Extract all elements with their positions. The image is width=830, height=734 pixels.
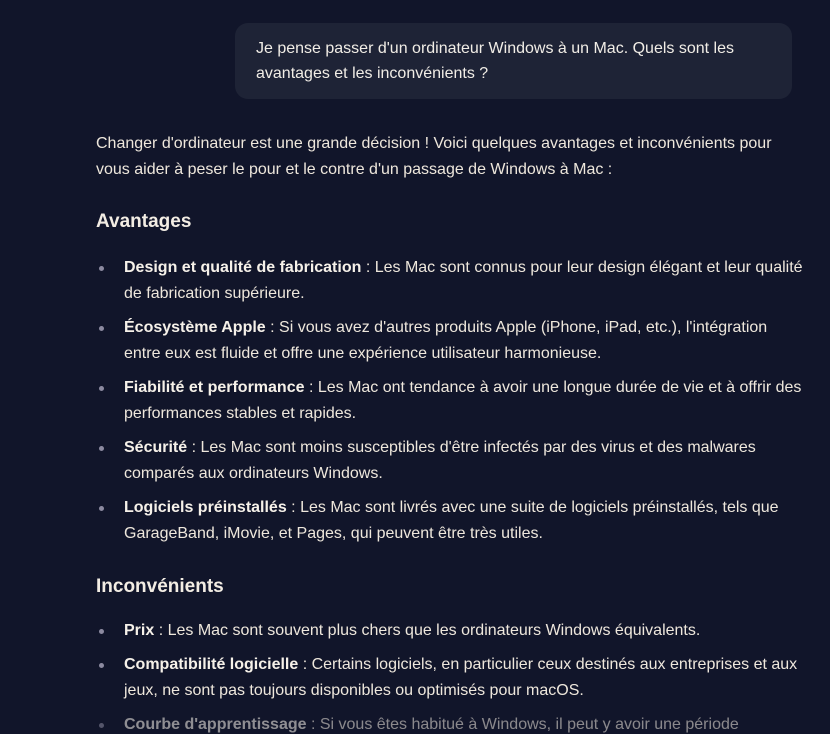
- bullet-icon: [99, 723, 104, 728]
- item-text: : Si vous avez d'autres produits Apple (iPhone, iPad, etc.), l'intégration entre eux est fluide et offre une expérience utilisateur harmonieuse.: [124, 319, 768, 362]
- list-item: [96, 315, 806, 367]
- item-text: : Les Mac ont tendance à avoir une longue durée de vie et à offrir des performances stables et rapides.: [124, 379, 802, 422]
- list-item: [96, 255, 806, 307]
- item-text: : Certains logiciels, en particulier ceux destinés aux entreprises et aux jeux, ne sont pas toujours disponibles ou optimisés pour macOS.: [124, 656, 798, 699]
- item-title: Fiabilité et performance: [124, 379, 305, 396]
- bullet-icon: [99, 386, 104, 391]
- advantages-heading: Avantages: [96, 211, 192, 232]
- bullet-icon: [99, 506, 104, 511]
- item-text: : Si vous êtes habitué à Windows, il peut y avoir une période: [306, 716, 739, 733]
- item-title: Écosystème Apple: [124, 319, 266, 336]
- item-title: Sécurité: [124, 439, 188, 456]
- item-text: : Les Mac sont moins susceptibles d'être infectés par des virus et des malwares comparés aux ordinateurs Windows.: [124, 439, 756, 482]
- item-title: Courbe d'apprentissage: [124, 716, 307, 733]
- user-message-bubble: [235, 23, 792, 99]
- bullet-icon: [99, 266, 104, 271]
- advantages-list: [96, 255, 806, 547]
- item-title: Design et qualité de fabrication: [124, 259, 362, 276]
- list-item: [96, 375, 806, 427]
- list-item: [96, 618, 806, 644]
- bullet-icon: [99, 326, 104, 331]
- bullet-icon: [99, 663, 104, 668]
- disadvantages-list: [96, 618, 806, 734]
- item-title: Compatibilité logicielle: [124, 656, 299, 673]
- item-text: : Les Mac sont souvent plus chers que les ordinateurs Windows équivalents.: [154, 622, 701, 639]
- item-title: Logiciels préinstallés: [124, 499, 287, 516]
- user-message-text: Je pense passer d'un ordinateur Windows à un Mac. Quels sont les avantages et les inconvénients ?: [256, 40, 734, 82]
- item-title: Prix: [124, 622, 155, 639]
- list-item: [96, 435, 806, 487]
- assistant-response: [96, 131, 806, 734]
- item-text: : Les Mac sont livrés avec une suite de logiciels préinstallés, tels que GarageBand, iMovie, et Pages, qui peuvent être très utiles.: [124, 499, 779, 542]
- bullet-icon: [99, 629, 104, 634]
- item-text: : Les Mac sont connus pour leur design élégant et leur qualité de fabrication supérieure.: [124, 259, 803, 302]
- list-item: [96, 495, 806, 547]
- list-item: [96, 712, 806, 734]
- list-item: [96, 652, 806, 704]
- bullet-icon: [99, 446, 104, 451]
- disadvantages-heading: Inconvénients: [96, 576, 224, 597]
- assistant-intro: Changer d'ordinateur est une grande décision ! Voici quelques avantages et inconvénients pour vous aider à peser le pour et le contre d'un passage de Windows à Mac :: [96, 135, 772, 178]
